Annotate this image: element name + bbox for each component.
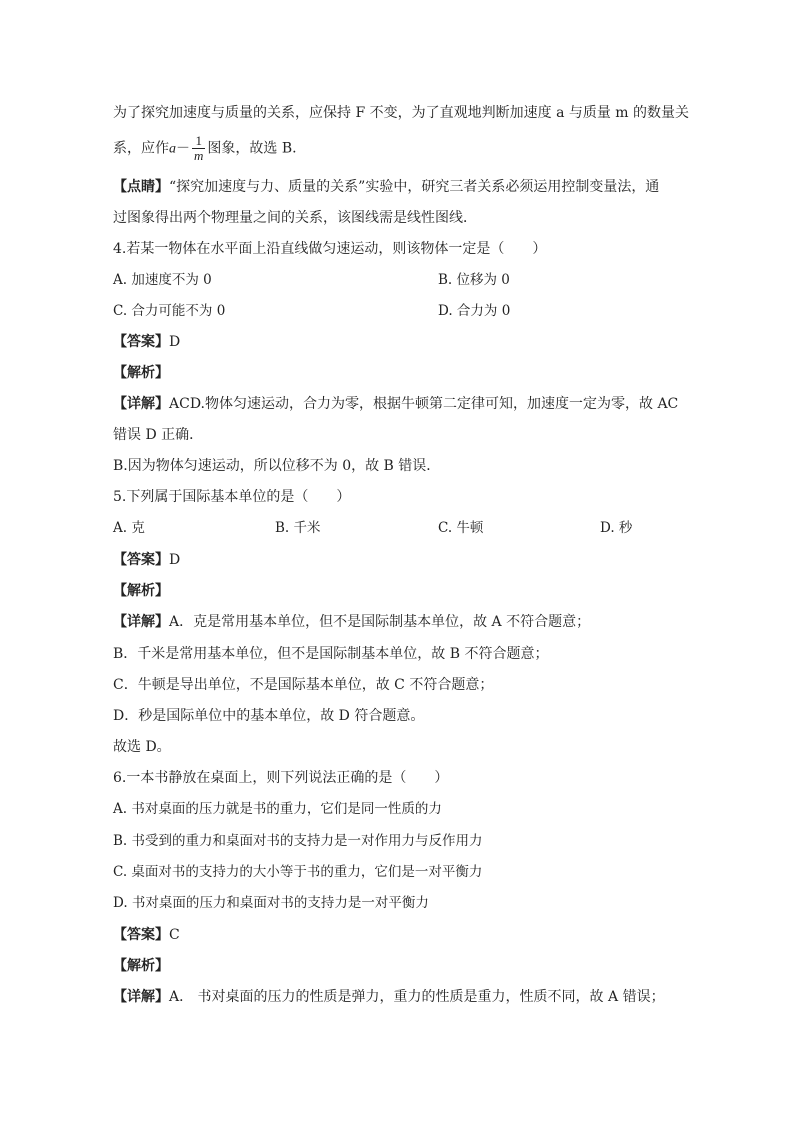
text-line bbox=[113, 178, 659, 196]
explanation-line: B.因为物体匀速运动，所以位移不为 0，故 B 错误． bbox=[113, 458, 441, 474]
explanation-line: 错误 D 正确． bbox=[113, 427, 204, 443]
formula-fraction bbox=[192, 134, 205, 163]
option-b: B. 书受到的重力和桌面对书的支持力是一对作用力与反作用力 bbox=[113, 833, 483, 849]
answer-tag: 【答案】 bbox=[113, 334, 169, 350]
option-b: B. 位移为 0 bbox=[438, 272, 510, 288]
answer-value: C bbox=[169, 927, 180, 943]
answer-value: D bbox=[169, 552, 181, 568]
text-fragment: “探究加速度与力、质量的关系”实验中，研究三者关系必须运用控制变量法，通 bbox=[169, 179, 660, 195]
text-fragment: A． 书对桌面的压力的性质是弹力，重力的性质是重力，性质不同，故 A 错误； bbox=[169, 989, 665, 1005]
explanation-line: 故选 D。 bbox=[113, 739, 171, 755]
text-line: 为了探究加速度与质量的关系，应保持 F 不变，为了直观地判断加速度 a 与质量 m 的数量关 bbox=[113, 105, 690, 121]
option-a: A. 克 bbox=[113, 520, 145, 536]
question-stem: 5.下列属于国际基本单位的是（ ） bbox=[113, 489, 351, 505]
explanation-tag: 【详解】 bbox=[113, 396, 169, 412]
option-a: A. 加速度不为 0 bbox=[113, 272, 212, 288]
answer-tag: 【答案】 bbox=[113, 552, 169, 568]
analysis-tag: 【解析】 bbox=[113, 365, 169, 381]
answer-line bbox=[113, 333, 180, 351]
answer-value: D bbox=[169, 334, 181, 350]
formula-variable: a bbox=[169, 141, 176, 157]
option-c: C. 合力可能不为 0 bbox=[113, 303, 226, 319]
explanation-line bbox=[113, 988, 665, 1006]
text-fragment: ACD.物体匀速运动，合力为零，根据牛顿第二定律可知，加速度一定为零，故 AC bbox=[169, 396, 679, 412]
text-line-formula bbox=[113, 134, 297, 163]
explanation-line bbox=[113, 395, 678, 413]
fraction-denominator: m bbox=[194, 148, 204, 163]
answer-tag: 【答案】 bbox=[113, 927, 169, 943]
analysis-tag: 【解析】 bbox=[113, 958, 169, 974]
option-d: D. 合力为 0 bbox=[438, 303, 511, 319]
option-c: C. 桌面对书的支持力的大小等于书的重力，它们是一对平衡力 bbox=[113, 864, 483, 880]
text-fragment: 系，应作 bbox=[113, 140, 169, 157]
explanation-line bbox=[113, 613, 590, 631]
explanation-line: B．千米是常用基本单位，但不是国际制基本单位，故 B 不符合题意； bbox=[113, 646, 549, 662]
text-fragment: A．克是常用基本单位，但不是国际制基本单位，故 A 不符合题意； bbox=[169, 614, 591, 630]
text-fragment: 图象，故选 B. bbox=[207, 140, 297, 157]
option-c: C. 牛顿 bbox=[438, 520, 484, 536]
explanation-line: C．牛顿是导出单位，不是国际基本单位，故 C 不符合题意； bbox=[113, 677, 494, 693]
explanation-line: D．秒是国际单位中的基本单位，故 D 符合题意。 bbox=[113, 708, 425, 724]
explanation-tag: 【详解】 bbox=[113, 989, 169, 1005]
option-d: D. 书对桌面的压力和桌面对书的支持力是一对平衡力 bbox=[113, 895, 429, 911]
question-stem: 4.若某一物体在水平面上沿直线做匀速运动，则该物体一定是（ ） bbox=[113, 241, 547, 257]
option-d: D. 秒 bbox=[600, 520, 633, 536]
fraction-numerator: 1 bbox=[192, 134, 205, 149]
explanation-tag: 【详解】 bbox=[113, 614, 169, 630]
text-line: 过图象得出两个物理量之间的关系，该图线需是线性图线． bbox=[113, 210, 477, 226]
option-b: B. 千米 bbox=[275, 520, 321, 536]
question-stem: 6.一本书静放在桌面上，则下列说法正确的是（ ） bbox=[113, 770, 449, 786]
answer-line bbox=[113, 926, 180, 944]
section-tag: 【点睛】 bbox=[113, 179, 169, 195]
option-a: A. 书对桌面的压力就是书的重力，它们是同一性质的力 bbox=[113, 801, 442, 817]
answer-line bbox=[113, 551, 180, 569]
analysis-tag: 【解析】 bbox=[113, 583, 169, 599]
formula-dash: － bbox=[176, 140, 190, 157]
